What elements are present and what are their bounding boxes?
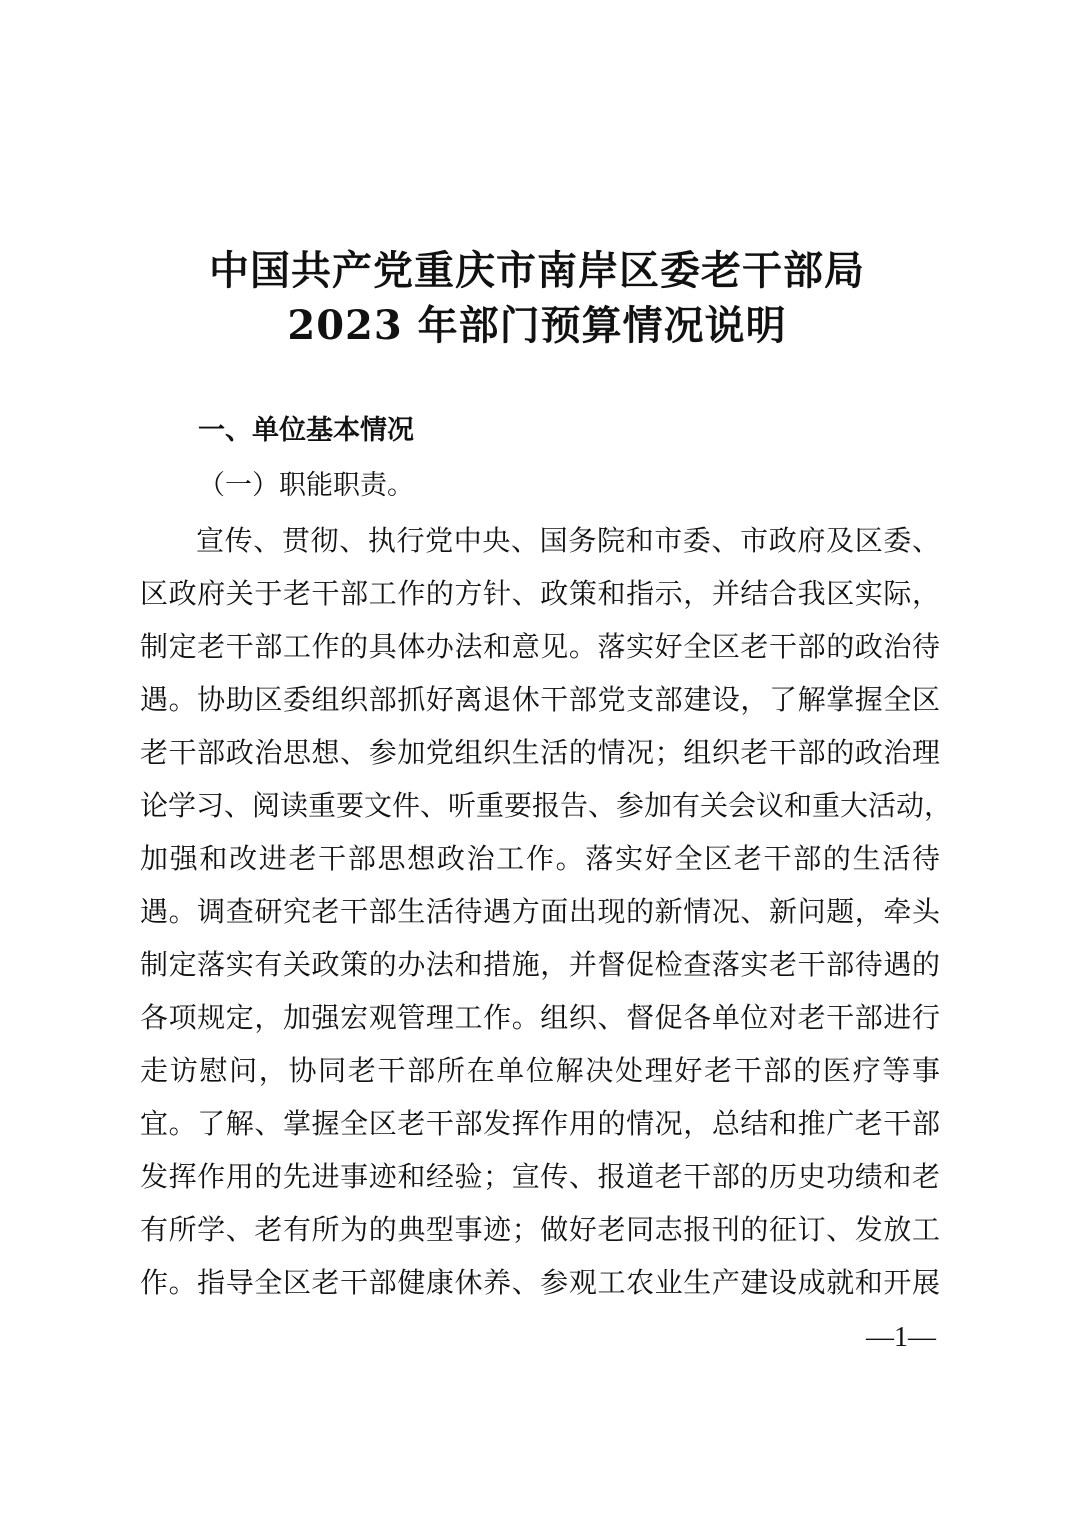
section-heading: 一、单位基本情况 bbox=[198, 415, 414, 446]
body-line: 发挥作用的先进事迹和经验；宣传、报道老干部的历史功绩和老 bbox=[140, 1160, 940, 1193]
body-line: 遇。协助区委组织部抓好离退休干部党支部建设，了解掌握全区 bbox=[140, 683, 940, 716]
document-title-line1: 中国共产党重庆市南岸区委老干部局 bbox=[209, 247, 865, 294]
body-line: 制定落实有关政策的办法和措施，并督促检查落实老干部待遇的 bbox=[140, 948, 940, 981]
body-line: 宣传、贯彻、执行党中央、国务院和市委、市政府及区委、 bbox=[196, 524, 940, 557]
body-line: 加强和改进老干部思想政治工作。落实好全区老干部的生活待 bbox=[140, 842, 940, 875]
body-line: 各项规定，加强宏观管理工作。组织、督促各单位对老干部进行 bbox=[140, 1001, 940, 1034]
document-title-line2: 2023 年部门预算情况说明 bbox=[287, 302, 787, 349]
body-line: 作。指导全区老干部健康休养、参观工农业生产建设成就和开展 bbox=[140, 1266, 940, 1299]
body-line: 有所学、老有所为的典型事迹；做好老同志报刊的征订、发放工 bbox=[140, 1213, 940, 1246]
page-number: —1— bbox=[866, 1322, 936, 1353]
body-line: 制定老干部工作的具体办法和意见。落实好全区老干部的政治待 bbox=[140, 630, 940, 663]
body-line: 走访慰问，协同老干部所在单位解决处理好老干部的医疗等事 bbox=[140, 1054, 940, 1087]
subsection-heading: （一）职能职责。 bbox=[198, 470, 414, 501]
body-line: 宜。了解、掌握全区老干部发挥作用的情况，总结和推广老干部 bbox=[140, 1107, 940, 1140]
body-line: 论学习、阅读重要文件、听重要报告、参加有关会议和重大活动， bbox=[140, 789, 953, 822]
body-line: 遇。调查研究老干部生活待遇方面出现的新情况、新问题，牵头 bbox=[140, 895, 940, 928]
body-line: 老干部政治思想、参加党组织生活的情况；组织老干部的政治理 bbox=[140, 736, 940, 769]
body-line: 区政府关于老干部工作的方针、政策和指示，并结合我区实际， bbox=[140, 577, 940, 610]
